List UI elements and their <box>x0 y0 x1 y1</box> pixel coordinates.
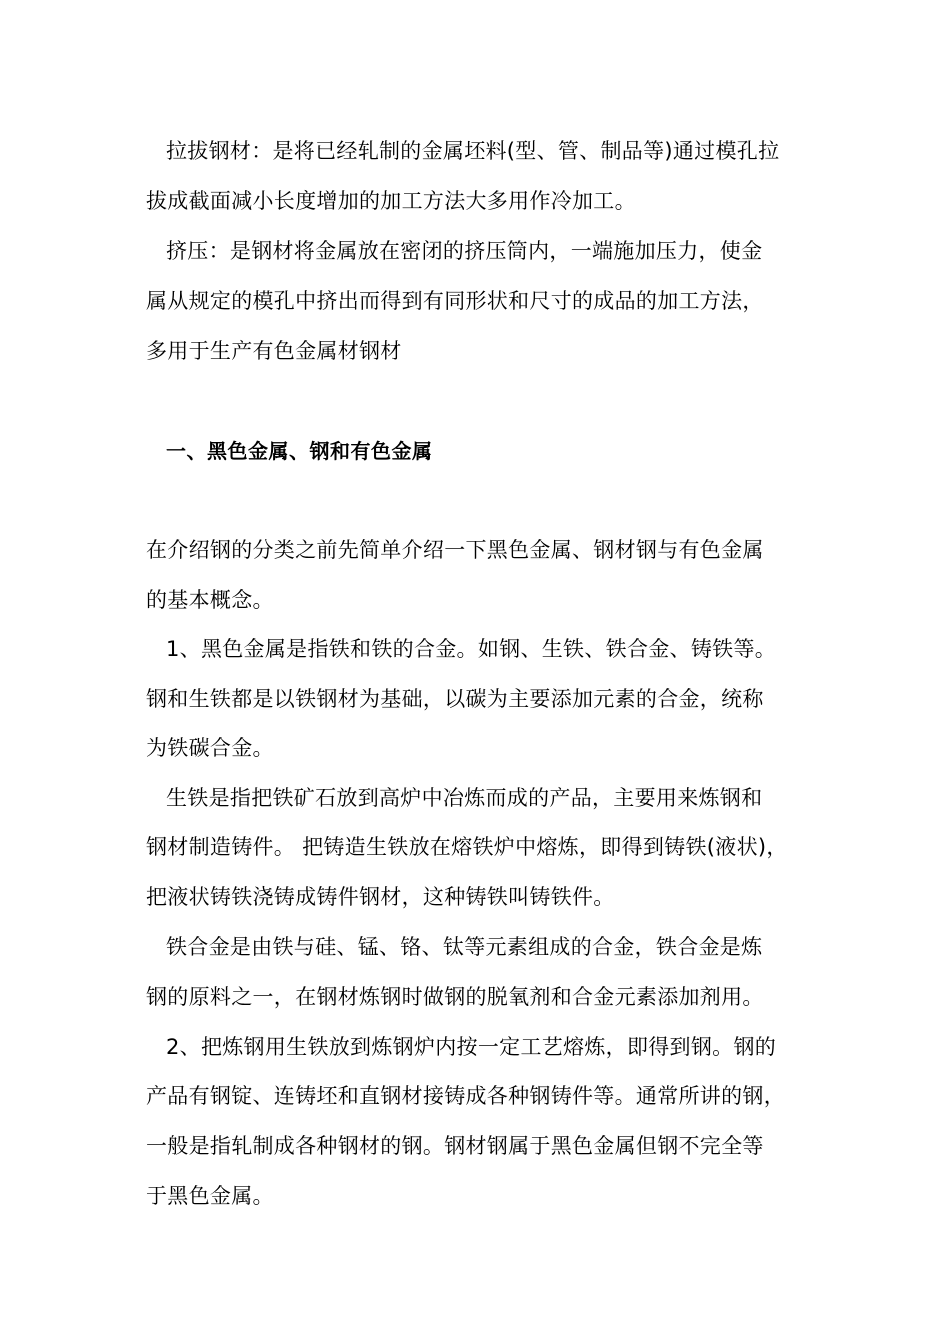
text-line: 生铁是指把铁矿石放到高炉中冶炼而成的产品，主要用来炼钢和 <box>166 786 763 810</box>
section-heading: 一、黑色金属、钢和有色金属 <box>166 439 433 463</box>
text-line: 铁合金是由铁与硅、锰、铬、钛等元素组成的合金，铁合金是炼 <box>166 935 763 959</box>
text-line: 于黑色金属。 <box>146 1184 274 1208</box>
text-line: 的基本概念。 <box>146 588 274 612</box>
text-line: 2、把炼钢用生铁放到炼钢炉内按一定工艺熔炼，即得到钢。钢的 <box>166 1035 777 1059</box>
text-line: 拔成截面减小长度增加的加工方法大多用作冷加工。 <box>146 189 636 213</box>
text-line: 属从规定的模孔中挤出而得到有同形状和尺寸的成品的加工方法， <box>146 289 764 313</box>
text-line: 产品有钢锭、连铸坯和直钢材接铸成各种钢铸件等。通常所讲的钢， <box>146 1084 785 1108</box>
text-line: 把液状铸铁浇铸成铸件钢材，这种铸铁叫铸铁件。 <box>146 885 615 909</box>
text-line: 为铁碳合金。 <box>146 736 274 760</box>
text-line: 在介绍钢的分类之前先简单介绍一下黑色金属、钢材钢与有色金属 <box>146 538 764 562</box>
text-line: 多用于生产有色金属材钢材 <box>146 339 402 363</box>
text-line: 1、黑色金属是指铁和铁的合金。如钢、生铁、铁合金、铸铁等。 <box>166 637 777 661</box>
text-line: 挤压：是钢材将金属放在密闭的挤压筒内，一端施加压力，使金 <box>166 239 763 263</box>
text-line: 钢的原料之一，在钢材炼钢时做钢的脱氧剂和合金元素添加剂用。 <box>146 985 764 1009</box>
text-line: 拉拔钢材：是将已经轧制的金属坯料(型、管、制品等)通过模孔拉 <box>166 139 780 163</box>
text-line: 一般是指轧制成各种钢材的钢。钢材钢属于黑色金属但钢不完全等 <box>146 1134 764 1158</box>
text-line: 钢材制造铸件。 把铸造生铁放在熔铁炉中熔炼，即得到铸铁(液状)， <box>146 835 788 859</box>
text-line: 钢和生铁都是以铁钢材为基础，以碳为主要添加元素的合金，统称 <box>146 687 764 711</box>
